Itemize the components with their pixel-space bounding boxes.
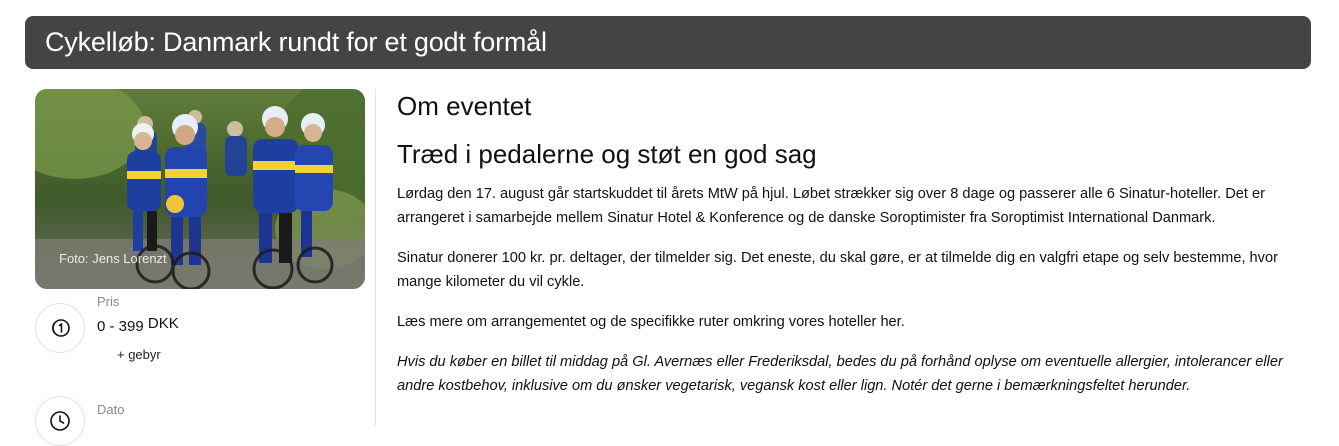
price-label: Pris xyxy=(97,294,120,309)
about-subheading: Træd i pedalerne og støt en god sag xyxy=(397,139,817,169)
date-icon-circle xyxy=(35,396,85,446)
read-more-link[interactable]: her xyxy=(880,314,901,330)
about-paragraph-1: Lørdag den 17. august går startskuddet til årets MtW på hjul. Løbet strækker sig over 8 dage og passerer alle 6 Sinatur-hoteller. Det er arrangeret i samarbejde mellem Sinatur Hotel & Konference og de danske Soroptimister fra Soroptimist International Danmark. xyxy=(397,186,1265,226)
coin-icon xyxy=(48,316,72,340)
photo-credit: Foto: Jens Lorenzt xyxy=(59,251,167,266)
paragraph-3-end: . xyxy=(900,314,905,330)
about-paragraph-3 xyxy=(397,310,1312,334)
clock-icon xyxy=(48,409,72,433)
about-heading: Om eventet xyxy=(397,91,532,121)
price-icon-circle xyxy=(35,303,85,353)
about-section xyxy=(397,90,1312,398)
date-label: Dato xyxy=(97,402,125,417)
paragraph-3-text: Læs mere om arrangementet og de specifikke ruter omkring vores hoteller xyxy=(397,314,881,330)
page-title: Cykelløb: Danmark rundt for et godt formål xyxy=(45,27,547,57)
price-fee: + gebyr xyxy=(117,347,161,362)
price-value xyxy=(97,315,179,335)
event-photo xyxy=(35,89,365,289)
price-currency: DKK xyxy=(147,315,179,332)
about-paragraph-4: Hvis du køber en billet til middag på Gl. Avernæs eller Frederiksdal, bedes du på forhånd oplyse om eventuelle allergier, intolerancer eller andre kostbehov, inklusive om du ønsker vegetarisk, vegansk kost eller lign. Notér det gerne i bemærkningsfeltet herunder. xyxy=(397,354,1283,394)
header-bar xyxy=(25,16,1311,69)
column-divider xyxy=(375,89,376,426)
price-range: 0 - 399 xyxy=(97,318,144,335)
about-paragraph-2: Sinatur donerer 100 kr. pr. deltager, der tilmelder sig. Det eneste, du skal gøre, er at tilmelde dig en valgfri etape og selv bestemme, hvor mange kilometer du vil cykle. xyxy=(397,250,1278,290)
